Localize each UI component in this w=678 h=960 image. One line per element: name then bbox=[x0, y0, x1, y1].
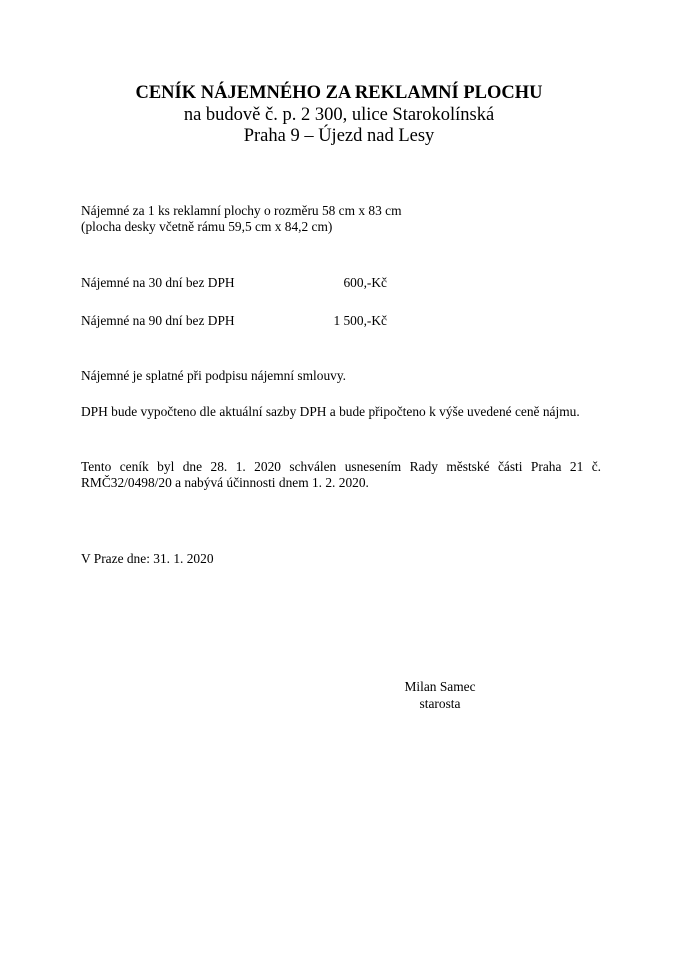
signature-block bbox=[385, 678, 495, 712]
date-line: V Praze dne: 31. 1. 2020 bbox=[81, 551, 214, 566]
document-header bbox=[0, 82, 678, 147]
approval-paragraph: Tento ceník byl dne 28. 1. 2020 schválen usnesením Rady městské části Praha 21 č. RMČ32/0498/20 a nabývá účinnosti dnem 1. 2. 2020. bbox=[81, 459, 601, 490]
payment-paragraph: Nájemné je splatné při podpisu nájemní smlouvy. bbox=[81, 368, 347, 383]
intro-line-2: (plocha desky včetně rámu 59,5 cm x 84,2 cm) bbox=[81, 219, 333, 234]
price-value-90-days: 1 500,-Kč bbox=[333, 313, 387, 328]
document-title: CENÍK NÁJEMNÉHO ZA REKLAMNÍ PLOCHU bbox=[135, 83, 543, 103]
signatory-role: starosta bbox=[419, 696, 461, 711]
intro-line-1: Nájemné za 1 ks reklamní plochy o rozměru 58 cm x 83 cm bbox=[81, 203, 402, 218]
price-label-90-days: Nájemné na 90 dní bez DPH bbox=[81, 313, 235, 328]
price-label-30-days: Nájemné na 30 dní bez DPH bbox=[81, 275, 235, 290]
address-line: na budově č. p. 2 300, ulice Starokolínská bbox=[183, 105, 495, 125]
signatory-name: Milan Samec bbox=[404, 679, 476, 694]
district-line: Praha 9 – Újezd nad Lesy bbox=[243, 126, 435, 146]
intro-paragraph bbox=[81, 203, 601, 235]
price-value-30-days: 600,-Kč bbox=[343, 275, 387, 290]
vat-paragraph: DPH bude vypočteno dle aktuální sazby DPH a bude připočteno k výše uvedené ceně nájmu. bbox=[81, 404, 580, 419]
